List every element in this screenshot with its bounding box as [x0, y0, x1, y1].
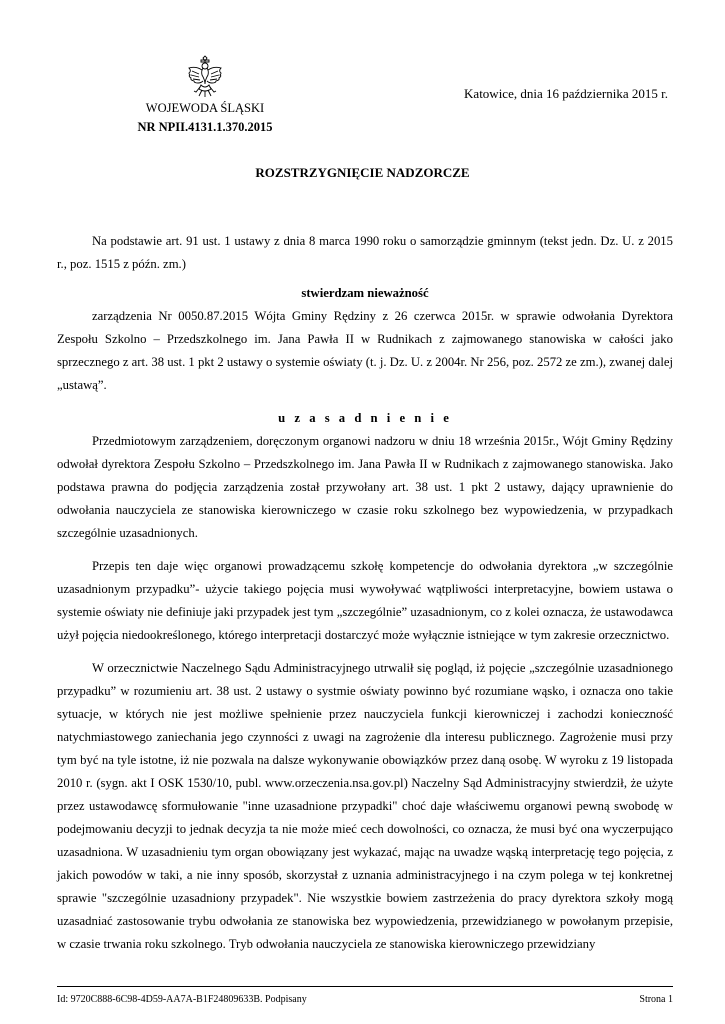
footer-divider [57, 986, 673, 987]
authority-block [120, 99, 290, 137]
legal-basis: Na podstawie art. 91 ust. 1 ustawy z dnia 8 marca 1990 roku o samorządzie gminnym (tekst jedn. Dz. U. z 2015 r., poz. 1515 z późn. zm.) [57, 234, 673, 271]
decision-heading: stwierdzam nieważność [301, 286, 429, 300]
document-body [57, 230, 673, 956]
justification-paragraph: Przedmiotowym zarządzeniem, doręczonym organowi nadzoru w dniu 18 września 2015r., Wójt Gminy Rędziny odwołał dyrektora Zespołu Szkolno – Przedszkolnego im. Jana Pawła II w Rudnikach z zajmowanego stanowiska. Jako podstawa prawna do podjęcia zarządzenia został przywołany art. 38 ust. 1 pkt 2 ustawy, dający uprawnienie do odwołania nauczyciela ze stanowiska kierowniczego w czasie roku szkolnego bez wypowiedzenia, w przypadkach szczególnie uzasadnionych. [57, 434, 673, 540]
case-number: NR NPII.4131.1.370.2015 [137, 120, 273, 134]
document-title: ROZSTRZYGNIĘCIE NADZORCZE [255, 165, 470, 180]
decision-text: zarządzenia Nr 0050.87.2015 Wójta Gminy Rędziny z 26 czerwca 2015r. w sprawie odwołania Dyrektora Zespołu Szkolno – Przedszkolnego im. Jana Pawła II w Rudnikach z zajmowanego stanowiska w całości jako sprzecznego z art. 38 ust. 1 pkt 2 ustawy o systemie oświaty (t. j. Dz. U. z 2004r. Nr 256, poz. 2572 ze zm.), zwanej dalej „ustawą”. [57, 309, 673, 392]
authority-name: WOJEWODA ŚLĄSKI [145, 101, 265, 115]
page-number: Strona 1 [639, 994, 673, 1005]
document-id: Id: 9720C888-6C98-4D59-AA7A-B1F24809633B. Podpisany [57, 994, 307, 1005]
justification-paragraph: W orzecznictwie Naczelnego Sądu Administracyjnego utrwalił się pogląd, iż pojęcie „szczególnie uzasadnionego przypadku” w rozumieniu art. 38 ust. 2 ustawy o systmie oświaty powinno być rozumiane wąsko, i oznacza ono takie sytuacje, w których nie jest możliwe spełnienie przez nauczyciela funkcji kierowniczej i zachodzi konieczność natychmiastowego zaniechania jego czynności z uwagi na zagrożenie dla interesu publicznego. Zagrożenie musi przy tym być na tyle istotne, iż nie pozwala na dalsze wykonywanie obowiązków przez daną osobę. W wyroku z 19 listopada 2010 r. (sygn. akt I OSK 1530/10, publ. www.orzeczenia.nsa.gov.pl) Naczelny Sąd Administracyjny stwierdził, że użyte przez ustawodawcę sformułowanie "inne uzasadnione przypadki" choć daje właściwemu organowi pewną swobodę w podejmowaniu decyzji to jednak decyzja ta nie może mieć cech dowolności, co oznacza, że musi być ona wyczerpująco uzasadniona. W uzasadnieniu tym organ obowiązany jest wykazać, mając na uwadze wąską interpretację tego pojęcia, z jakich powodów w taki, a nie inny sposób, skorzystał z uznania administracyjnego i na czym polega w tej konkretnej sprawie "szczególnie uzasadniony przypadek". Nie wszystkie bowiem zastrzeżenia do pracy dyrektora szkoły mogą uzasadniać zastosowanie trybu odwołania ze stanowiska bez wypowiedzenia, przewidzianego w powołanym przepisie, w czasie trwania roku szkolnego. Tryb odwołania nauczyciela ze stanowiska kierowniczego przewidziany [57, 661, 673, 951]
place-date: Katowice, dnia 16 października 2015 r. [464, 86, 668, 101]
justification-heading: u z a s a d n i e n i e [278, 411, 452, 425]
justification-paragraph: Przepis ten daje więc organowi prowadzącemu szkołę kompetencje do odwołania dyrektora „w szczególnie uzasadnionym przypadku”- użycie takiego pojęcia musi wywoływać wątpliwości interpretacyjne, bowiem ustawa o systemie oświaty nie definiuje jaki przypadek jest tym „szczególnie” uzasadnionym, co z kolei oznacza, że ustawodawca użył pojęcia niedookreślonego, którego interpretacji dostarczyć może wyłącznie istniejące w tym zakresie orzecznictwo. [57, 559, 673, 642]
polish-eagle-emblem-icon [186, 55, 224, 99]
